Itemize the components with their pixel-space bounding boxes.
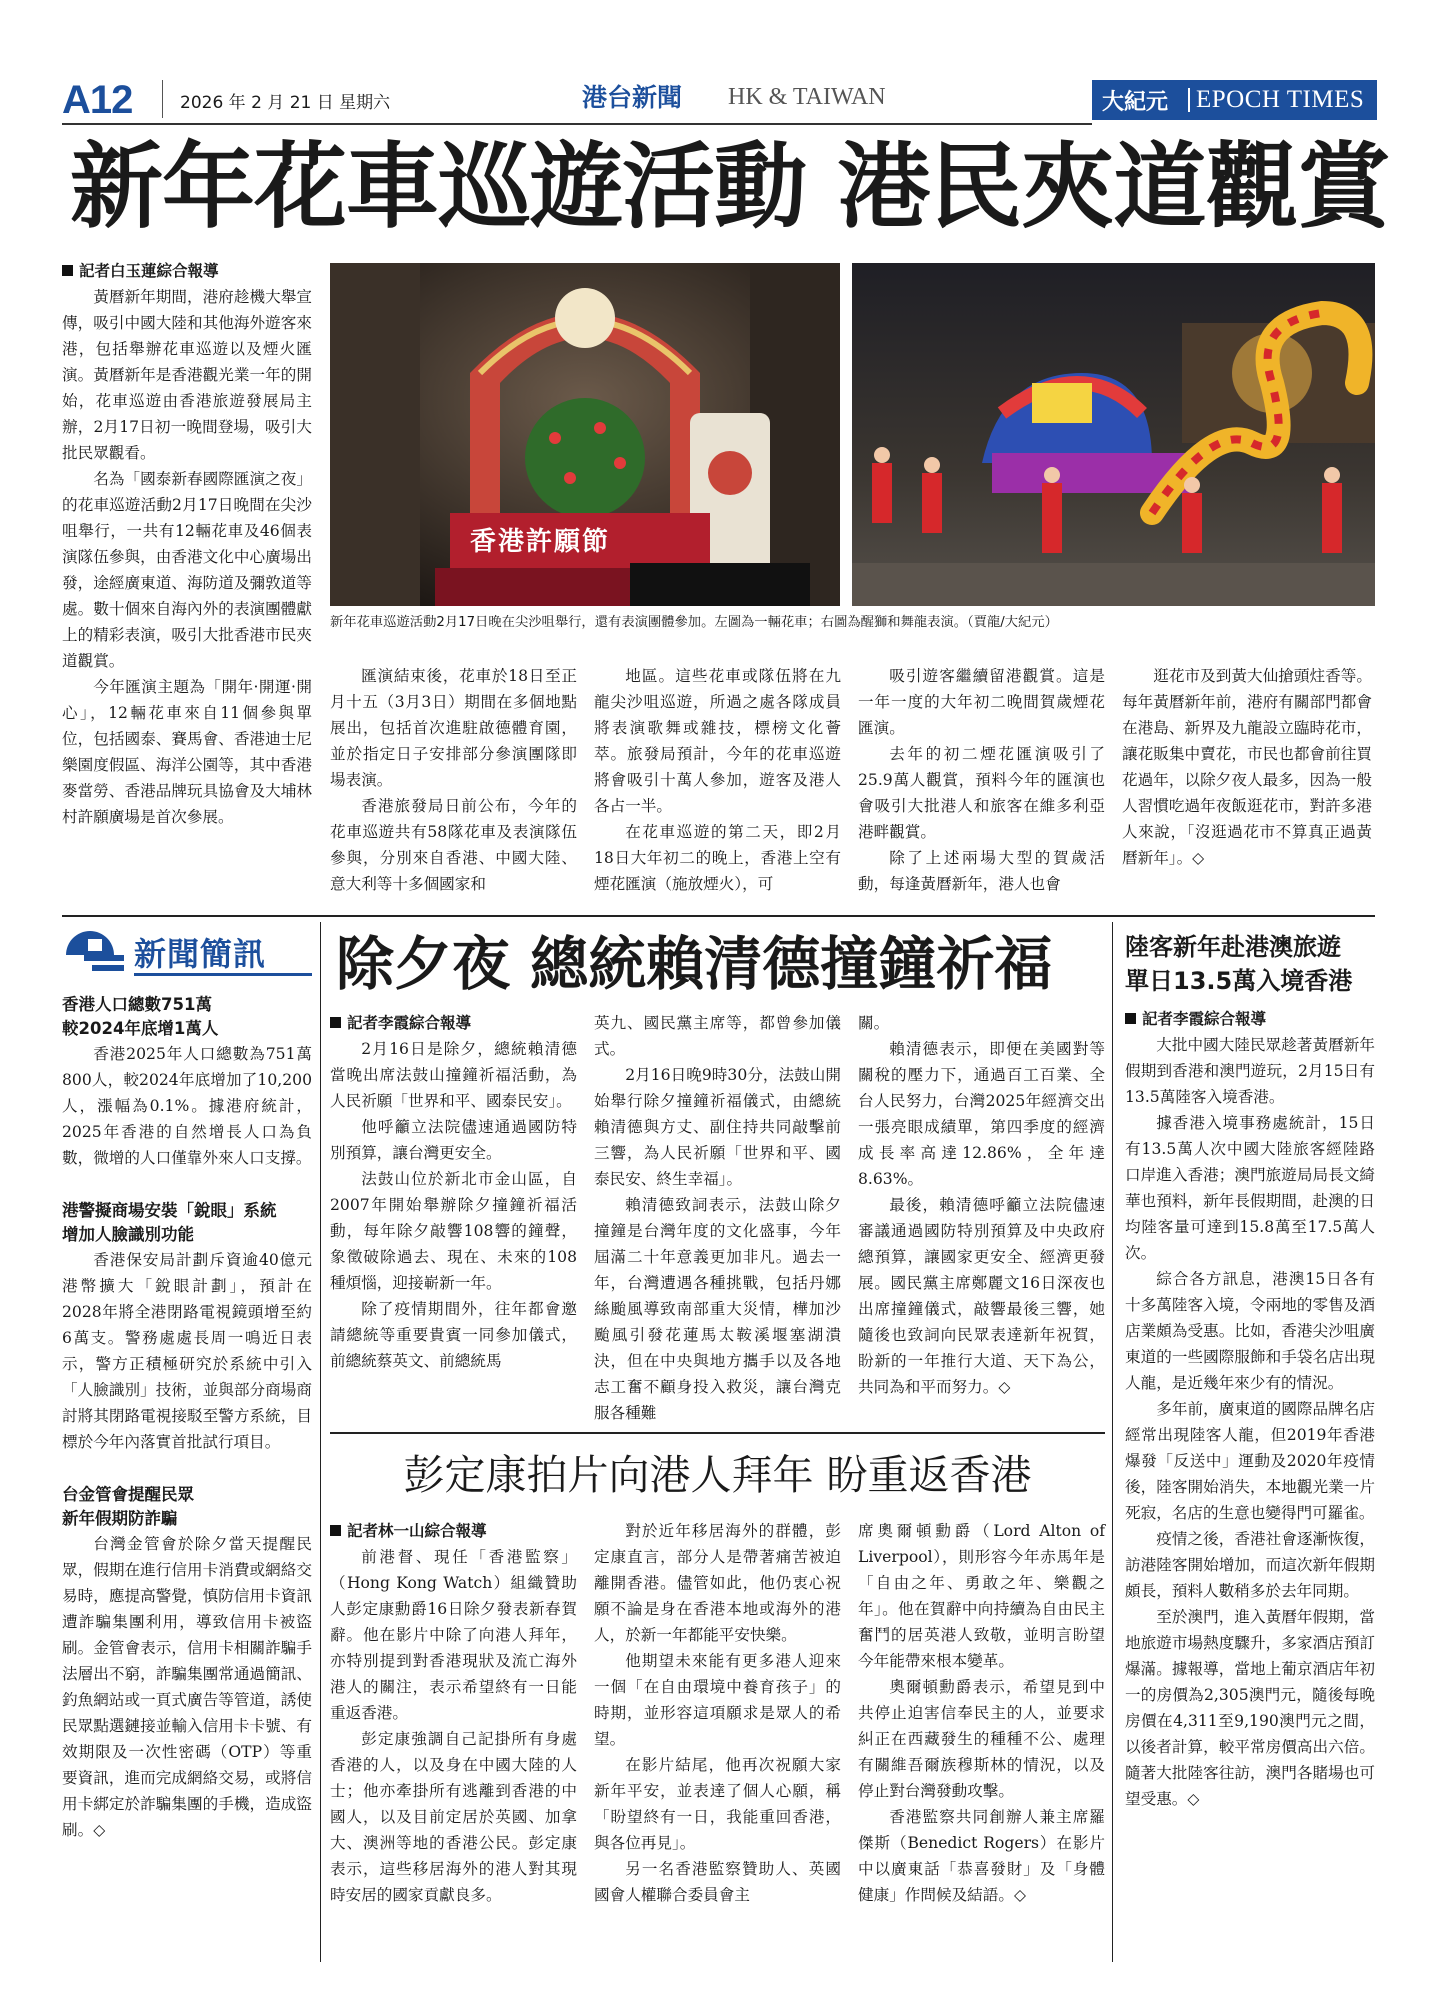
section-name-en: HK & TAIWAN xyxy=(728,84,886,110)
tourism-headline-line-1: 陸客新年赴港澳旅遊 xyxy=(1125,933,1341,961)
brief-headline: 港警擬商場安裝「銳眼」系統 xyxy=(62,1201,277,1220)
paragraph: 吸引遊客繼續留港觀賞。這是一年一度的大年初二晚間賀歲煙花匯演。 xyxy=(858,667,1105,737)
brief-subheadline: 增加人臉識別功能 xyxy=(62,1225,194,1244)
lead-paragraph: 名為「國泰新春國際匯演之夜」的花車巡遊活動2月17日晚間在尖沙咀舉行，一共有12輛花車及46個表演隊伍參與，由香港文化中心廣場出發，途經廣東道、海防道及彌敦道等處。數十個來自海內外的表演團體獻上的精彩表演，吸引大批香港市民夾道觀賞。 xyxy=(62,470,312,670)
paragraph: 多年前，廣東道的國際品牌名店經常出現陸客人龍，但2019年香港爆發「反送中」運動及2020年疫情後，陸客開始消失，本地觀光業一片死寂，名店的生意也變得門可羅雀。 xyxy=(1125,1400,1375,1522)
brief-body: 香港2025年人口總數為751萬800人，較2024年底增加了10,200人，漲幅為0.1%。據港府統計，2025年香港的自然增長人口為負數，微增的人口僅靠外來人口支撐。 xyxy=(62,1045,312,1167)
paragraph: 賴清德表示，即便在美國對等關稅的壓力下，通過百工百業、全台人民努力，台灣2025年經濟交出一張亮眼成績單，第四季度的經濟成長率高達12.86%，全年達8.63%。 xyxy=(858,1040,1105,1188)
brief-item xyxy=(62,993,312,1171)
briefs-column xyxy=(62,993,312,1843)
taiwan-headline: 除夕夜 總統賴清德撞鐘祈福 xyxy=(336,930,1053,998)
brief-body: 香港保安局計劃斥資逾40億元港幣擴大「銳眼計劃」，預計在2028年將全港閉路電視鏡頭增至約6萬支。警務處處長周一鳴近日表示，警方正積極研究於系統中引入「人臉識別」技術，並與部分商場商討將其閉路電視接駁至警方系統，目標於今年內落實首批試行項目。 xyxy=(62,1251,312,1451)
lead-headline: 新年花車巡遊活動 港民夾道觀賞 xyxy=(70,132,1390,241)
lion-dragon-photo xyxy=(852,263,1375,606)
lead-column-5 xyxy=(1122,663,1372,871)
lion-dragon-photo-image xyxy=(852,263,1375,606)
brief-body: 台灣金管會於除夕當天提醒民眾，假期在進行信用卡消費或網絡交易時，應提高警覺，慎防信用卡資訊遭詐騙集團利用，導致信用卡被盜刷。金管會表示，信用卡相關詐騙手法層出不窮，詐騙集團常通過簡訊、釣魚網站或一頁式廣告等管道，誘使民眾點選鏈接並輸入信用卡卡號、有效期限及一次性密碼（OTP）等重要資訊，進而完成網絡交易，或將信用卡綁定於詐騙集團的手機，造成盜刷。◇ xyxy=(62,1535,312,1839)
lead-column-4 xyxy=(858,663,1105,897)
paragraph: 大批中國大陸民眾趁著黃曆新年假期到香港和澳門遊玩，2月15日有13.5萬陸客入境香港。 xyxy=(1125,1036,1375,1106)
brand-name-zh: 大紀元 xyxy=(1102,89,1169,115)
lead-paragraphs xyxy=(1122,663,1372,871)
tourism-headline xyxy=(1125,930,1377,998)
paragraph: 香港監察共同創辦人兼主席羅傑斯（Benedict Rogers）在影片中以廣東話「恭喜發財」及「身體健康」作問候及結語。◇ xyxy=(858,1808,1105,1904)
paragraph: 奧爾頓勳爵表示，希望見到中共停止迫害信奉民主的人，並要求糾正在西藏發生的種種不公、處理有關維吾爾族穆斯林的情況，以及停止對台灣發動攻擊。 xyxy=(858,1678,1105,1800)
float-sign: 香港許願節 xyxy=(470,527,611,557)
byline-marker xyxy=(62,265,73,276)
section-name-zh: 港台新聞 xyxy=(582,83,683,112)
brand-name-en: EPOCH TIMES xyxy=(1196,86,1365,113)
lead-byline: 記者白玉蓮綜合報導 xyxy=(79,262,219,280)
taiwan-paragraphs xyxy=(330,1036,577,1374)
patten-byline: 記者林一山綜合報導 xyxy=(347,1522,487,1540)
patten-headline: 彭定康拍片向港人拜年 盼重返香港 xyxy=(403,1451,1032,1499)
paragraph: 除了上述兩場大型的賀歲活動，每逢黃曆新年，港人也會 xyxy=(858,849,1105,893)
paragraph: 英九、國民黨主席等，都曾參加儀式。 xyxy=(594,1014,841,1058)
brief-subheadline: 較2024年底增1萬人 xyxy=(62,1019,219,1038)
patten-column-2 xyxy=(594,1518,841,1908)
paragraph: 至於澳門，進入黃曆年假期，當地旅遊市場熱度驟升，多家酒店預訂爆滿。據報導，當地上葡京酒店年初一的房價為2,305澳門元，隨後每晚房價在4,311至9,190澳門元之間，以後者計算，較平常房價高出六倍。隨著大批陸客往訪，澳門各賭場也可望受惠。◇ xyxy=(1125,1608,1375,1808)
taiwan-column-3 xyxy=(858,1010,1105,1400)
paragraph: 2月16日是除夕，總統賴清德當晚出席法鼓山撞鐘祈福活動，為人民祈願「世界和平、國泰民安」。 xyxy=(330,1040,577,1110)
paragraph: 關。 xyxy=(858,1014,890,1032)
section-divider xyxy=(62,915,1375,917)
brief-headline: 台金管會提醒民眾 xyxy=(62,1485,194,1504)
tourism-column xyxy=(1125,1006,1375,1812)
paragraph: 另一名香港監察贊助人、英國國會人權聯合委員會主 xyxy=(594,1860,841,1904)
paragraph: 他呼籲立法院儘速通過國防特別預算，讓台灣更安全。 xyxy=(330,1118,577,1162)
section-divider xyxy=(330,1432,1105,1434)
taiwan-paragraphs xyxy=(858,1010,1105,1400)
brief-item xyxy=(62,1199,312,1455)
lead-paragraph: 黃曆新年期間，港府趁機大舉宣傳，吸引中國大陸和其他海外遊客來港，包括舉辦花車巡遊以及煙火匯演。黃曆新年是香港觀光業一年的開始，花車巡遊由香港旅遊發展局主辦，2月17日初一晚間登場，吸引大批民眾觀看。 xyxy=(62,288,312,462)
paragraph: 前港督、現任「香港監察」（Hong Kong Watch）組織贊助人彭定康勳爵16日除夕發表新春賀辭。他在影片中除了向港人拜年，亦特別提到對香港現狀及流亡海外港人的關注，表示希望終有一日能重返香港。 xyxy=(330,1548,577,1722)
paragraph: 匯演結束後，花車於18日至正月十五（3月3日）期間在多個地點展出，包括首次進駐啟德體育園，並於指定日子安排部分參演團隊即場表演。 xyxy=(330,667,577,789)
page-number: A12 xyxy=(62,78,133,122)
byline-marker xyxy=(1125,1013,1136,1024)
taiwan-byline: 記者李霞綜合報導 xyxy=(347,1014,472,1032)
patten-column-1 xyxy=(330,1518,577,1908)
brand-logo xyxy=(1092,80,1377,120)
patten-column-3 xyxy=(858,1518,1105,1908)
taiwan-column-1 xyxy=(330,1010,577,1374)
paragraph: 據香港入境事務處統計，15日有13.5萬人次中國大陸旅客經陸路口岸進入香港；澳門旅遊局局長文綺華也預料，新年長假期間，赴澳的日均陸客量可達到15.8萬至17.5萬人次。 xyxy=(1125,1114,1375,1262)
photo-caption: 新年花車巡遊活動2月17日晚在尖沙咀舉行，還有表演團體參加。左圖為一輛花車；右圖為醒獅和舞龍表演。（賈龍/大紀元） xyxy=(330,615,1058,630)
briefs-title: 新聞簡訊 xyxy=(134,935,267,973)
paragraph: 賴清德致詞表示，法鼓山除夕撞鐘是台灣年度的文化盛事，今年屆滿二十年意義更加非凡。過去一年，台灣遭遇各種挑戰，包括丹娜絲颱風導致南部重大災情，樺加沙颱風引發花蓮馬太鞍溪堰塞湖潰決，但在中央與地方攜手以及各地志工奮不顧身投入救災，讓台灣克服各種難 xyxy=(594,1196,841,1422)
patten-paragraphs xyxy=(330,1544,577,1908)
tourism-byline: 記者李霞綜合報導 xyxy=(1142,1010,1267,1028)
paragraph: 在影片結尾，他再次祝願大家新年平安，並表達了個人心願，稱「盼望終有一日，我能重回香港，與各位再見」。 xyxy=(594,1756,841,1852)
brief-item xyxy=(62,1483,312,1843)
paragraph: 他期望未來能有更多港人迎來一個「在自由環境中養育孩子」的時期，並形容這項願求是眾人的希望。 xyxy=(594,1652,841,1748)
paragraph: 在花車巡遊的第二天，即2月18日大年初二的晚上，香港上空有煙花匯演（施放煙火），可 xyxy=(594,823,841,893)
taiwan-column-2 xyxy=(594,1010,841,1426)
paragraph: 席奧爾頓勳爵（Lord Alton of Liverpool），則形容今年赤馬年是「自由之年、勇敢之年、樂觀之年」。他在賀辭中向持續為自由民主奮鬥的居英港人致敬，並明言盼望今年能帶來根本變革。 xyxy=(858,1522,1105,1670)
paragraph: 去年的初二煙花匯演吸引了25.9萬人觀賞，預料今年的匯演也會吸引大批港人和旅客在維多利亞港畔觀賞。 xyxy=(858,745,1105,841)
paragraph: 2月16日晚9時30分，法鼓山開始舉行除夕撞鐘祈福儀式，由總統賴清德與方丈、副住持共同敲擊前三響，為人民祈願「世界和平、國泰民安、終生幸福」。 xyxy=(594,1066,841,1188)
lead-column-2 xyxy=(330,663,577,897)
lead-paragraphs xyxy=(594,663,841,897)
byline-marker xyxy=(330,1017,341,1028)
issue-date: 2026 年 2 月 21 日 星期六 xyxy=(180,93,391,113)
paragraph: 除了疫情期間外，往年都會邀請總統等重要貴賓一同參加儀式，前總統蔡英文、前總統馬 xyxy=(330,1300,577,1370)
paragraph: 法鼓山位於新北市金山區，自2007年開始舉辦除夕撞鐘祈福活動，每年除夕敲響108響的鐘聲，象徵破除過去、現在、未來的108種煩惱，迎接嶄新一年。 xyxy=(330,1170,577,1292)
brief-headline: 香港人口總數751萬 xyxy=(62,995,212,1014)
brief-subheadline: 新年假期防詐騙 xyxy=(62,1509,178,1528)
paragraph: 最後，賴清德呼籲立法院儘速審議通過國防特別預算及中央政府總預算，讓國家更安全、經濟更發展。國民黨主席鄭麗文16日深夜也出席撞鐘儀式，敲響最後三響，她隨後也致詞向民眾表達新年祝賀，盼新的一年推行大道、天下為公，共同為和平而努力。◇ xyxy=(858,1196,1105,1396)
lead-column-1 xyxy=(62,258,312,830)
float-photo xyxy=(330,263,840,606)
patten-paragraphs xyxy=(858,1518,1105,1908)
patten-paragraphs xyxy=(594,1518,841,1908)
paragraph: 彭定康強調自己記掛所有身處香港的人，以及身在中國大陸的人士；他亦牽掛所有逃離到香港的中國人，以及目前定居於英國、加拿大、澳洲等地的香港公民。彭定康表示，這些移居海外的港人對其現時安居的國家貢獻良多。 xyxy=(330,1730,577,1904)
lead-paragraphs xyxy=(330,663,577,897)
briefs-banner xyxy=(62,925,312,977)
briefs-logo-icon xyxy=(62,925,124,977)
tourism-paragraphs xyxy=(1125,1032,1375,1812)
paragraph: 綜合各方訊息，港澳15日各有十多萬陸客入境，令兩地的零售及酒店業頗為受惠。比如，香港尖沙咀廣東道的一些國際服飾和手袋名店出現人龍，是近幾年來少有的情況。 xyxy=(1125,1270,1375,1392)
paragraph: 疫情之後，香港社會逐漸恢復，訪港陸客開始增加，而這次新年假期頗長，預料人數稍多於去年同期。 xyxy=(1125,1530,1375,1600)
byline-marker xyxy=(330,1525,341,1536)
lead-column-3 xyxy=(594,663,841,897)
masthead xyxy=(62,78,1377,122)
column-divider xyxy=(320,922,321,1962)
paragraph: 地區。這些花車或隊伍將在九龍尖沙咀巡遊，所過之處各隊成員將表演歌舞或雜技，標榜文化薈萃。旅發局預計，今年的花車巡遊將會吸引十萬人參加，遊客及港人各占一半。 xyxy=(594,667,841,815)
taiwan-paragraphs xyxy=(594,1010,841,1426)
lead-paragraphs xyxy=(858,663,1105,897)
column-divider xyxy=(1112,922,1113,1962)
paragraph: 對於近年移居海外的群體，彭定康直言，部分人是帶著痛苦被迫離開香港。儘管如此，他仍衷心祝願不論是身在香港本地或海外的港人，於新一年都能平安快樂。 xyxy=(594,1522,841,1644)
lead-paragraph: 今年匯演主題為「開年·開運·開心」，12輛花車來自11個參與單位，包括國泰、賽馬會、香港迪士尼樂園度假區、海洋公園等，其中香港麥當勞、香港品牌玩具協會及大埔林村許願廣場是首次參展。 xyxy=(62,678,312,826)
paragraph: 香港旅發局日前公布，今年的花車巡遊共有58隊花車及表演隊伍參與，分別來自香港、中國大陸、意大利等十多個國家和 xyxy=(330,797,577,893)
tourism-headline-line-2: 單日13.5萬入境香港 xyxy=(1125,967,1353,995)
paragraph: 逛花市及到黃大仙搶頭炷香等。每年黃曆新年前，港府有關部門都會在港島、新界及九龍設立臨時花市，讓花販集中賣花，市民也都會前往買花過年，以除夕夜人最多，因為一般人習慣吃過年夜飯逛花市，對許多港人來說，「沒逛過花市不算真正過黃曆新年」。◇ xyxy=(1122,667,1372,867)
